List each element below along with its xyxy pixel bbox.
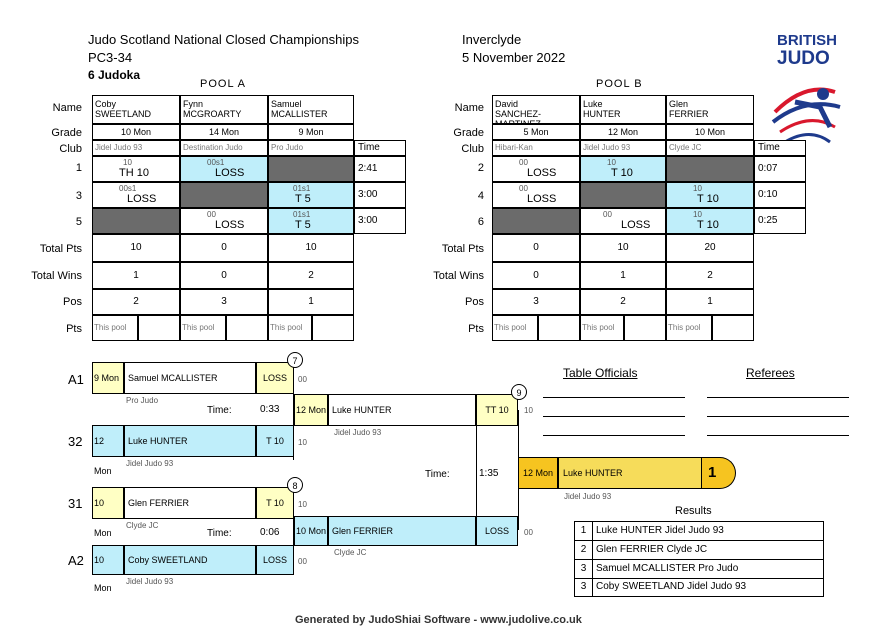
grade-label: Grade	[51, 127, 82, 139]
winner-club: Jidel Judo 93	[564, 492, 612, 501]
pts-label-b: Pts	[468, 323, 484, 335]
match-8-number: 8	[287, 477, 303, 493]
judoka-count: 6 Judoka	[88, 68, 141, 82]
m9-top-grade: 12 Mon	[294, 394, 328, 426]
result-2-pos: 2	[575, 541, 593, 560]
seed-a1: A1	[68, 372, 84, 387]
pool-b-p1-total-pts: 0	[492, 234, 580, 262]
m8-top-result: T 10	[256, 487, 294, 519]
m9-bot-grade: 10 Mon	[294, 516, 328, 546]
pool-b-p1-wins: 0	[492, 262, 580, 289]
pool-b-player-3-name: Glen FERRIER	[666, 95, 754, 124]
pool-b-player-2-name: Luke HUNTER	[580, 95, 666, 124]
pool-b-r1-time: 0:07	[754, 156, 806, 182]
m9-time: 1:35	[479, 468, 499, 479]
winner-place: 1	[702, 457, 736, 489]
m8-top-score: 10	[298, 500, 307, 509]
m8-top-name: Glen FERRIER	[124, 487, 256, 519]
pool-b-r1-c3	[666, 156, 754, 182]
result-3-text: Samuel MCALLISTER Pro Judo	[593, 560, 823, 579]
pool-b-row-1-num: 2	[477, 162, 484, 174]
seed-32: 32	[68, 434, 83, 449]
pool-a-r3-time: 3:00	[354, 208, 406, 234]
table-officials-label: Table Officials	[563, 366, 638, 380]
m7-bot-club: Jidel Judo 93	[126, 459, 174, 468]
pool-b-p3-pos: 1	[666, 289, 754, 315]
pool-a-p2-total-pts: 0	[180, 234, 268, 262]
pool-a-p1-pos: 2	[92, 289, 180, 315]
pool-a-r3-c3: 01s1 T 5	[268, 208, 354, 234]
pool-a-row-2-num: 3	[75, 190, 82, 202]
seed-a2: A2	[68, 553, 84, 568]
pool-a-player-2-club: Destination Judo	[180, 140, 268, 156]
pool-b-title: POOL B	[596, 78, 643, 90]
tournament-title: Judo Scotland National Closed Championships	[88, 32, 359, 47]
pool-b-r1-c2: 10 T 10	[580, 156, 666, 182]
m9-top-result: TT 10	[476, 394, 518, 426]
total-pts-label: Total Pts	[39, 243, 82, 255]
m7-bot-score: 10	[298, 438, 307, 447]
m9-bot-result: LOSS	[476, 516, 518, 546]
pool-a-row-3-num: 5	[75, 216, 82, 228]
pool-b-time-header: Time	[754, 140, 806, 156]
m7-time-label: Time:	[207, 405, 232, 416]
m8-bot-score: 00	[298, 557, 307, 566]
pool-b-p3-pts	[712, 315, 754, 341]
m7-time: 0:33	[260, 404, 280, 415]
pool-a-p2-thispool: This pool	[180, 315, 226, 341]
m7-top-club: Pro Judo	[126, 396, 159, 405]
result-3-pos: 3	[575, 560, 593, 579]
pool-a-p2-wins: 0	[180, 262, 268, 289]
pool-a-player-2-grade: 14 Mon	[180, 124, 268, 140]
pool-a-player-3-grade: 9 Mon	[268, 124, 354, 140]
pool-b-p1-pts	[538, 315, 580, 341]
pool-a-row-1-num: 1	[75, 162, 82, 174]
result-1-text: Luke HUNTER Jidel Judo 93	[593, 522, 823, 541]
club-label: Club	[59, 143, 82, 155]
category-label: PC3-34	[88, 50, 133, 65]
pool-a-p3-thispool: This pool	[268, 315, 312, 341]
pool-a-player-2-name: Fynn MCGROARTY	[180, 95, 268, 124]
m9-bot-club: Clyde JC	[334, 548, 367, 557]
pool-b-r2-time: 0:10	[754, 182, 806, 208]
m8-time: 0:06	[260, 527, 280, 538]
results-label: Results	[675, 505, 712, 517]
m7-bot-name: Luke HUNTER	[124, 425, 256, 457]
pos-label: Pos	[63, 296, 82, 308]
pool-b-player-2-grade: 12 Mon	[580, 124, 666, 140]
m9-bot-name: Glen FERRIER	[328, 516, 476, 546]
match-9-number: 9	[511, 384, 527, 400]
pool-a-p2-pts	[226, 315, 268, 341]
referees-label: Referees	[746, 366, 795, 380]
british-judo-logo: BRITISH JUDO	[765, 32, 855, 142]
club-label-b: Club	[461, 143, 484, 155]
pool-b-p2-wins: 1	[580, 262, 666, 289]
pool-a-title: POOL A	[200, 78, 246, 90]
result-1-pos: 1	[575, 522, 593, 541]
pool-b-p2-pts	[624, 315, 666, 341]
total-wins-label: Total Wins	[31, 270, 82, 282]
pool-b-player-1-grade: 5 Mon	[492, 124, 580, 140]
m7-top-score: 00	[298, 375, 307, 384]
pool-a-p1-thispool: This pool	[92, 315, 138, 341]
pool-b-p3-wins: 2	[666, 262, 754, 289]
pool-b-r2-c3: 10 T 10	[666, 182, 754, 208]
m8-bot-club: Jidel Judo 93	[126, 577, 174, 586]
pool-a-p3-wins: 2	[268, 262, 354, 289]
pool-b-p2-pos: 2	[580, 289, 666, 315]
winner-grade: 12 Mon	[518, 457, 558, 489]
m7-top-result: LOSS	[256, 362, 294, 394]
pool-a-player-1-name: Coby SWEETLAND	[92, 95, 180, 124]
m7-bot-result: T 10	[256, 425, 294, 457]
pool-a-p3-pts	[312, 315, 354, 341]
pool-a-r3-c1	[92, 208, 180, 234]
pool-a-p2-pos: 3	[180, 289, 268, 315]
pool-b-r3-c3: 10 T 10	[666, 208, 754, 234]
total-pts-label-b: Total Pts	[441, 243, 484, 255]
footer-credit: Generated by JudoShiai Software - www.judolive.co.uk	[295, 614, 582, 626]
venue: Inverclyde	[462, 32, 522, 47]
m7-top-name: Samuel MCALLISTER	[124, 362, 256, 394]
pool-b-player-1-name: David SANCHEZ-	[492, 95, 580, 124]
pool-a-r2-time: 3:00	[354, 182, 406, 208]
pool-a-player-1-grade: 10 Mon	[92, 124, 180, 140]
pool-a-r2-c1: 00s1 LOSS	[92, 182, 180, 208]
pool-b-r3-time: 0:25	[754, 208, 806, 234]
m7-bot-grade: 12 Mon	[92, 425, 124, 457]
pool-a-p1-total-pts: 10	[92, 234, 180, 262]
pool-a-player-3-club: Pro Judo	[268, 140, 354, 156]
pool-a-r1-c1: 10 TH 10	[92, 156, 180, 182]
pool-b-r3-c1	[492, 208, 580, 234]
pool-a-player-3-name: Samuel MCALLISTER	[268, 95, 354, 124]
pool-a-player-1-club: Jidel Judo 93	[92, 140, 180, 156]
grade-label-b: Grade	[453, 127, 484, 139]
pool-b-p1-thispool: This pool	[492, 315, 538, 341]
pool-b-player-3-club: Clyde JC	[666, 140, 754, 156]
results-table	[574, 521, 824, 597]
pool-a-p1-pts	[138, 315, 180, 341]
pool-b-player-3-grade: 10 Mon	[666, 124, 754, 140]
pool-b-p2-thispool: This pool	[580, 315, 624, 341]
match-7-number: 7	[287, 352, 303, 368]
event-date: 5 November 2022	[462, 50, 566, 65]
m8-bot-name: Coby SWEETLAND	[124, 545, 256, 575]
pool-a-p3-total-pts: 10	[268, 234, 354, 262]
pool-b-r1-c1: 00 LOSS	[492, 156, 580, 182]
winner-name: Luke HUNTER	[558, 457, 702, 489]
result-4-pos: 3	[575, 579, 593, 596]
seed-31: 31	[68, 496, 83, 511]
pool-b-row-2-num: 4	[477, 190, 484, 202]
pool-b-p1-pos: 3	[492, 289, 580, 315]
pool-a-r1-time: 2:41	[354, 156, 406, 182]
pool-b-p3-thispool: This pool	[666, 315, 712, 341]
result-2-text: Glen FERRIER Clyde JC	[593, 541, 823, 560]
pool-b-p3-total-pts: 20	[666, 234, 754, 262]
pool-b-row-3-num: 6	[477, 216, 484, 228]
result-4-text: Coby SWEETLAND Jidel Judo 93	[593, 579, 823, 596]
pool-a-r2-c2	[180, 182, 268, 208]
m8-bot-grade: 10 Mon	[92, 545, 124, 575]
pool-a-p3-pos: 1	[268, 289, 354, 315]
m8-time-label: Time:	[207, 528, 232, 539]
m8-top-grade: 10 Mon	[92, 487, 124, 519]
pool-b-p2-total-pts: 10	[580, 234, 666, 262]
m9-time-label: Time:	[425, 469, 450, 480]
pool-b-r2-c2	[580, 182, 666, 208]
pool-a-p1-wins: 1	[92, 262, 180, 289]
m8-top-club: Clyde JC	[126, 521, 159, 530]
pool-a-r3-c2: 00 LOSS	[180, 208, 268, 234]
m8-bot-result: LOSS	[256, 545, 294, 575]
pool-b-player-2-club: Jidel Judo 93	[580, 140, 666, 156]
total-wins-label-b: Total Wins	[433, 270, 484, 282]
pool-b-r3-c2: 00 LOSS	[580, 208, 666, 234]
m9-bot-score: 00	[524, 528, 533, 537]
m9-top-score: 10	[524, 406, 533, 415]
pool-a-r1-c2: 00s1 LOSS	[180, 156, 268, 182]
name-label-b: Name	[454, 102, 484, 114]
pool-a-r1-c3	[268, 156, 354, 182]
pts-label: Pts	[66, 323, 82, 335]
pool-a-time-header: Time	[354, 140, 406, 156]
name-label: Name	[52, 102, 82, 114]
m9-top-name: Luke HUNTER	[328, 394, 476, 426]
pool-b-r2-c1: 00 LOSS	[492, 182, 580, 208]
pool-b-player-1-club: Hibari-Kan	[492, 140, 580, 156]
m7-top-grade: 9 Mon	[92, 362, 124, 394]
m9-top-club: Jidel Judo 93	[334, 428, 382, 437]
pos-label-b: Pos	[465, 296, 484, 308]
pool-a-r2-c3: 01s1 T 5	[268, 182, 354, 208]
